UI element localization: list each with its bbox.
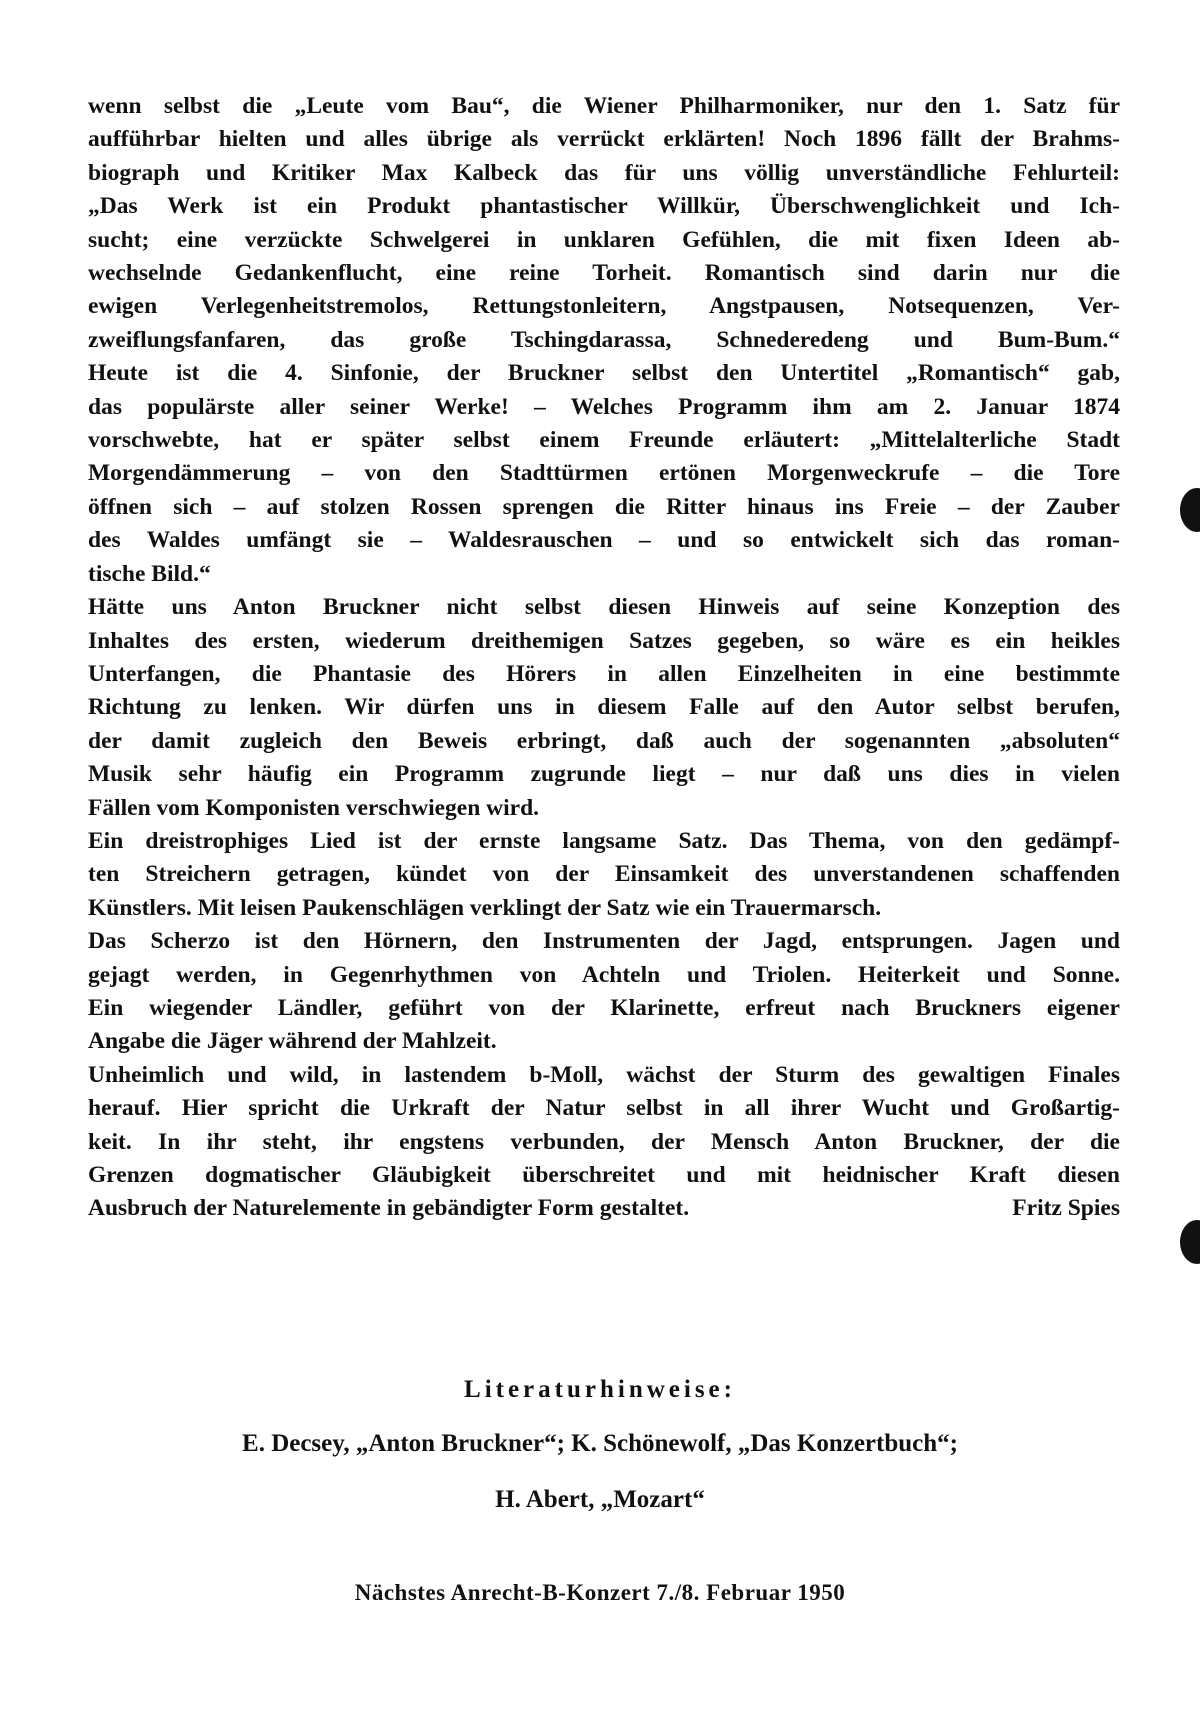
text-line: der damit zugleich den Beweis erbringt, daß auch der sogenannten „absoluten“ — [88, 727, 1120, 754]
text-line: ewigen Verlegenheitstremolos, Rettungstonleitern, Angstpausen, Notsequenzen, Ver- — [88, 293, 1120, 320]
text-line: Inhaltes des ersten, wiederum dreithemigen Satzes gegeben, so wäre es ein heikles — [88, 627, 1120, 654]
text-line: Musik sehr häufig ein Programm zugrunde liegt – nur daß uns dies in vielen — [88, 761, 1120, 788]
program-notes-text — [88, 90, 1120, 1226]
text-line: keit. In ihr steht, ihr engstens verbunden, der Mensch Anton Bruckner, der die — [88, 1128, 1120, 1155]
text-line: Richtung zu lenken. Wir dürfen uns in diesem Falle auf den Autor selbst berufen, — [88, 694, 1120, 721]
literature-heading: Literaturhinweise: — [464, 1376, 736, 1403]
text-line: Unterfangen, die Phantasie des Hörers in allen Einzelheiten in eine bestimmte — [88, 660, 1120, 687]
text-line: ten Streichern getragen, kündet von der Einsamkeit des unverstandenen schaffenden — [88, 861, 1120, 888]
text-line: das populärste aller seiner Werke! – Welches Programm ihm am 2. Januar 1874 — [88, 393, 1120, 420]
text-line: Heute ist die 4. Sinfonie, der Bruckner selbst den Untertitel „Romantisch“ gab, — [88, 360, 1120, 387]
text-line: sucht; eine verzückte Schwelgerei in unklaren Gefühlen, die mit fixen Ideen ab- — [88, 226, 1120, 253]
punch-hole-top — [1180, 488, 1200, 532]
text-line: biograph und Kritiker Max Kalbeck das für uns völlig unverständliche Fehlurteil: — [88, 159, 1120, 186]
text-line: wechselnde Gedankenflucht, eine reine Torheit. Romantisch sind darin nur die — [88, 260, 1120, 287]
punch-hole-bottom — [1180, 1220, 1200, 1264]
closing-line — [88, 1192, 1120, 1225]
text-line: öffnen sich – auf stolzen Rossen sprengen die Ritter hinaus ins Freie – der Zauber — [88, 493, 1120, 520]
closing-line-text: Ausbruch der Naturelemente in gebändigter Form gestaltet. — [88, 1195, 690, 1222]
text-line: Künstlers. Mit leisen Paukenschlägen verklingt der Satz wie ein Trauermarsch. — [88, 894, 882, 921]
text-line: gejagt werden, in Gegenrhythmen von Achteln und Triolen. Heiterkeit und Sonne. — [88, 961, 1120, 988]
text-line: herauf. Hier spricht die Urkraft der Natur selbst in all ihrer Wucht und Großartig- — [88, 1095, 1120, 1122]
text-line: Fällen vom Komponisten verschwiegen wird. — [88, 794, 540, 821]
author-signature: Fritz Spies — [1012, 1195, 1120, 1222]
literature-reference-line-2: H. Abert, „Mozart“ — [495, 1486, 705, 1513]
text-line: aufführbar hielten und alles übrige als verrückt erklärten! Noch 1896 fällt der Brahms- — [88, 126, 1120, 153]
text-line: „Das Werk ist ein Produkt phantastischer Willkür, Überschwenglichkeit und Ich- — [88, 193, 1120, 220]
text-line: Hätte uns Anton Bruckner nicht selbst diesen Hinweis auf seine Konzeption des — [88, 594, 1120, 621]
literature-reference-line-1: E. Decsey, „Anton Bruckner“; K. Schönewolf, „Das Konzertbuch“; — [242, 1430, 958, 1457]
text-line: Angabe die Jäger während der Mahlzeit. — [88, 1028, 497, 1055]
text-line: Unheimlich und wild, in lastendem b-Moll, wächst der Sturm des gewaltigen Finales — [88, 1061, 1120, 1088]
text-line: Ein wiegender Ländler, geführt von der Klarinette, erfreut nach Bruckners eigener — [88, 994, 1120, 1021]
text-line: zweiflungsfanfaren, das große Tschingdarassa, Schnederedeng und Bum-Bum.“ — [88, 326, 1120, 353]
text-line: tische Bild.“ — [88, 560, 211, 587]
text-line: wenn selbst die „Leute vom Bau“, die Wiener Philharmoniker, nur den 1. Satz für — [88, 93, 1120, 119]
text-line: Morgendämmerung – von den Stadttürmen ertönen Morgenweckrufe – die Tore — [88, 460, 1120, 487]
next-concert-notice: Nächstes Anrecht-B-Konzert 7./8. Februar 1950 — [354, 1580, 846, 1605]
text-line: des Waldes umfängt sie – Waldesrauschen – und so entwickelt sich das roman- — [88, 527, 1120, 554]
text-line: Grenzen dogmatischer Gläubigkeit überschreitet und mit heidnischer Kraft diesen — [88, 1162, 1120, 1188]
text-line: vorschwebte, hat er später selbst einem Freunde erläutert: „Mittelalterliche Stadt — [88, 427, 1120, 454]
text-line: Das Scherzo ist den Hörnern, den Instrumenten der Jagd, entsprungen. Jagen und — [88, 928, 1120, 955]
text-line: Ein dreistrophiges Lied ist der ernste langsame Satz. Das Thema, von den gedämpf- — [88, 827, 1120, 854]
